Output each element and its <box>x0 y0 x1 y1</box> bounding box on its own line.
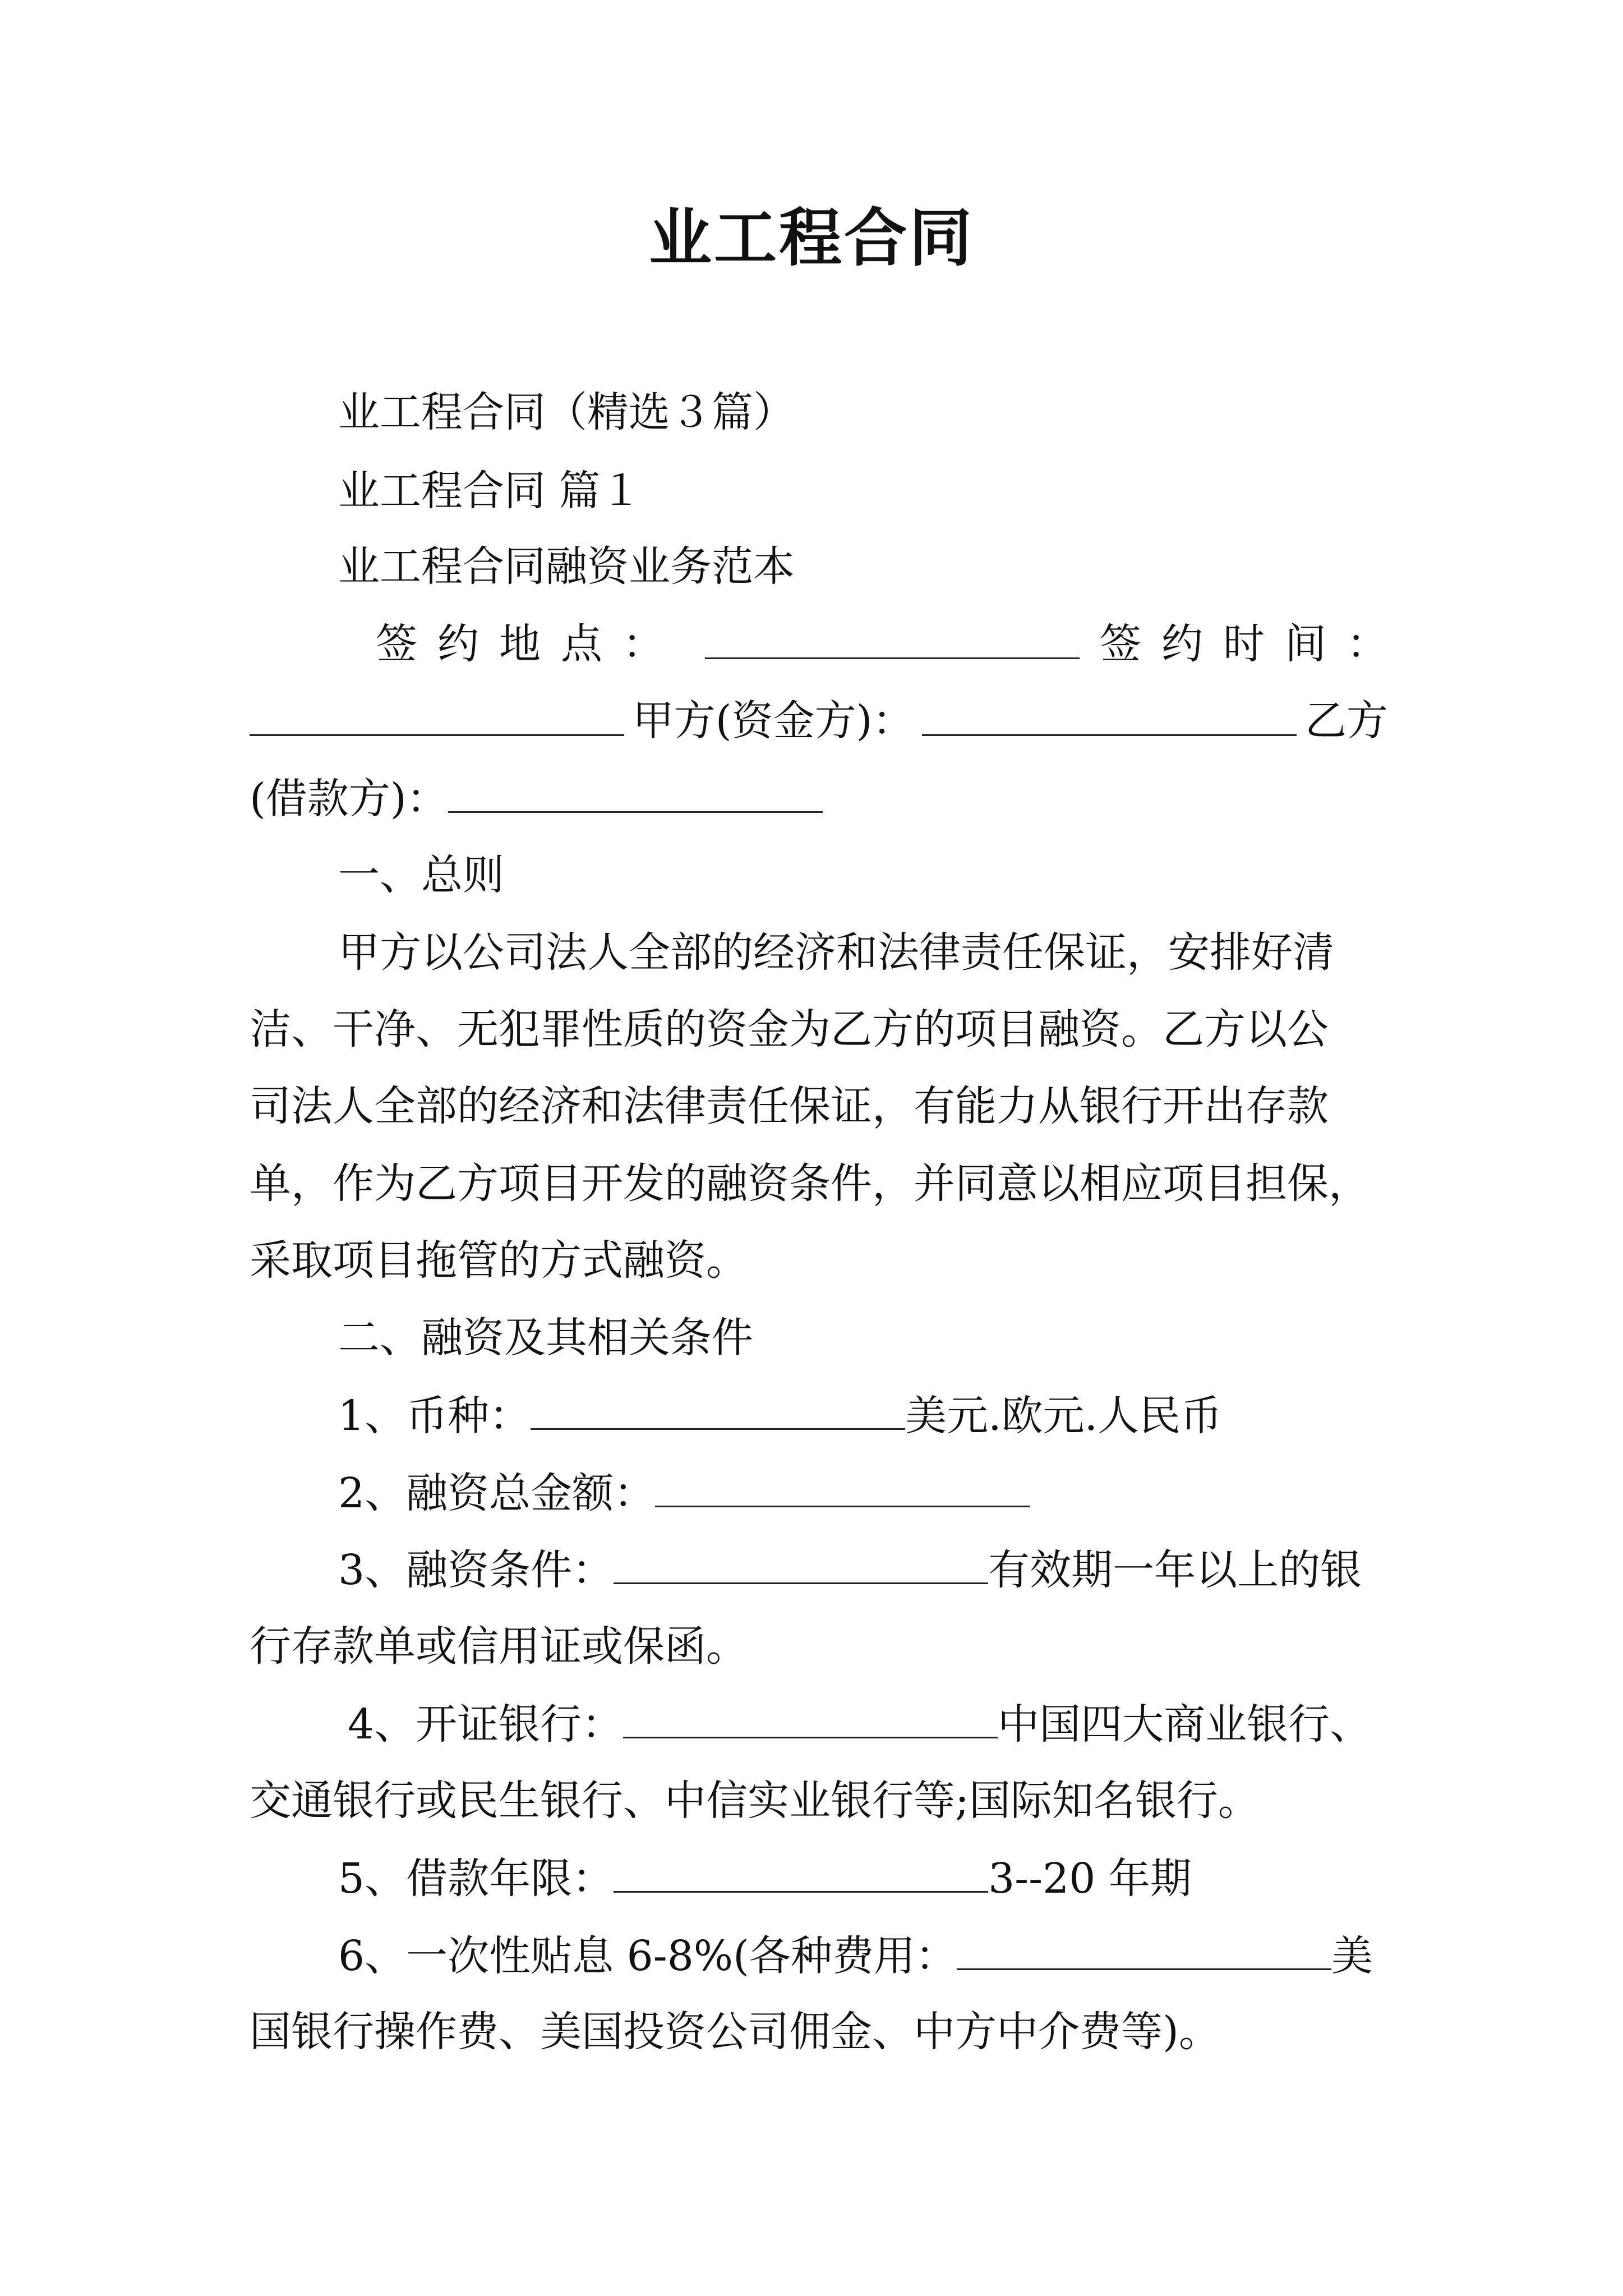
item-loan-term <box>250 1849 1388 1906</box>
sign-time-blank <box>250 693 624 736</box>
general-text-line: 甲方以公司法人全部的经济和法律责任保证，安排好清 <box>338 928 1334 977</box>
item-issuing-bank <box>250 1695 1388 1751</box>
document-subtitle: 业工程合同（精选３篇） <box>338 388 795 436</box>
item1-value: 美元.欧元.人民币 <box>905 1392 1223 1440</box>
item3-label: 3、融资条件： <box>338 1546 614 1594</box>
party-row <box>250 693 1388 749</box>
section-heading: 业工程合同 篇１ <box>338 467 642 515</box>
party-a-label: 甲方(资金方)： <box>632 697 914 745</box>
sign-place-blank <box>705 616 1080 659</box>
item2-label: 2、融资总金额： <box>338 1469 656 1517</box>
item6-blank <box>957 1927 1331 1970</box>
item4-label: 4、开证银行： <box>348 1700 624 1749</box>
item5-label: 5、借款年限： <box>338 1855 614 1903</box>
general-text-line: 洁、干净、无犯罪性质的资金为乙方的项目融资。乙方以公 <box>250 1005 1329 1053</box>
general-text-line: 司法人全部的经济和法律责任保证，有能力从银行开出存款 <box>250 1082 1329 1130</box>
item6-value-part1: 美 <box>1331 1932 1373 1980</box>
item4-blank <box>623 1695 998 1738</box>
item1-label: 1、币种： <box>338 1392 531 1440</box>
item6-label: 6、一次性贴息 6-8%(各种费用： <box>338 1932 957 1980</box>
document-title: 业工程合同 <box>649 201 974 275</box>
general-heading: 一、总则 <box>338 851 504 899</box>
party-b-blank <box>448 770 823 813</box>
item5-blank <box>614 1849 988 1893</box>
financing-heading: 二、融资及其相关条件 <box>338 1314 753 1362</box>
item1-blank <box>531 1387 905 1430</box>
item4-value-part1: 中国四大商业银行、 <box>998 1700 1372 1749</box>
party-a-blank <box>922 693 1297 736</box>
item-discount <box>250 1927 1388 1983</box>
general-text-line: 采取项目拖管的方式融资。 <box>250 1236 748 1285</box>
item6-value-part2: 国银行操作费、美国投资公司佣金、中方中介费等)。 <box>250 2008 1220 2056</box>
party-b-label-part1: 乙方 <box>1305 697 1388 745</box>
item-currency <box>250 1387 1388 1443</box>
item-conditions <box>250 1541 1388 1597</box>
item3-blank <box>614 1541 988 1584</box>
sign-row <box>250 616 1408 672</box>
item3-value-part2: 行存款单或信用证或保函。 <box>250 1622 748 1671</box>
sign-time-label: 签约时间： <box>1100 620 1408 668</box>
party-b-row <box>250 770 1388 826</box>
item5-value: 3--20 年期 <box>988 1855 1192 1903</box>
item-total-amount <box>250 1464 1388 1520</box>
general-text-line: 单，作为乙方项目开发的融资条件，并同意以相应项目担保， <box>250 1159 1370 1208</box>
item2-blank <box>655 1464 1030 1507</box>
item4-value-part2: 交通银行或民生银行、中信实业银行等;国际知名银行。 <box>250 1777 1260 1825</box>
sign-place-label: 签约地点： <box>376 620 684 668</box>
item3-value-part1: 有效期一年以上的银 <box>988 1546 1362 1594</box>
party-b-label-part2: (借款方)： <box>250 775 448 823</box>
sample-title: 业工程合同融资业务范本 <box>338 542 795 591</box>
